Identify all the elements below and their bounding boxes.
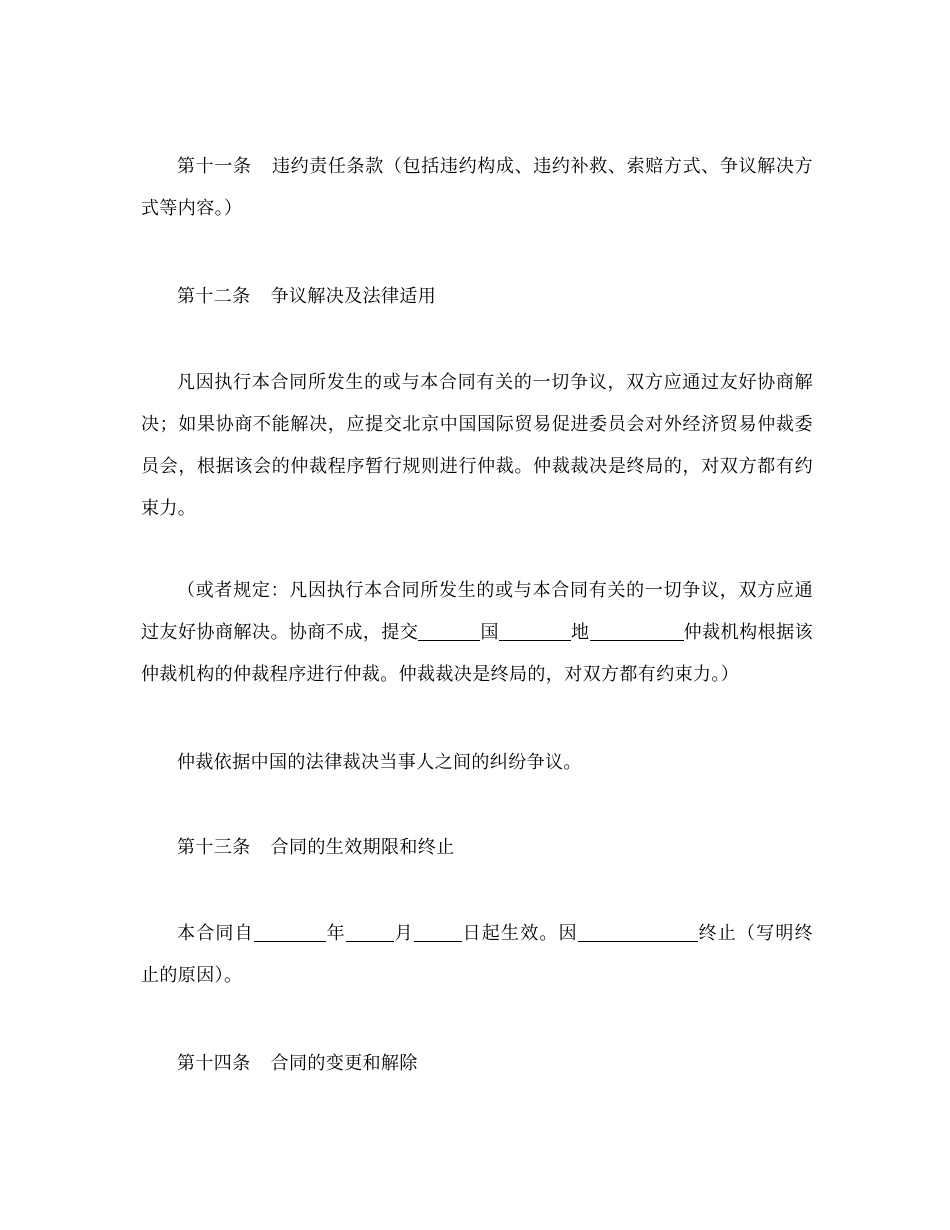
article-13-heading (141, 827, 813, 869)
article-12-heading-text: 争议解决及法律适用 (270, 286, 437, 307)
arbitration-paragraph: 凡因执行本合同所发生的或与本合同有关的一切争议，双方应通过友好协商解决；如果协商不能解决，应提交北京中国国际贸易促进委员会对外经济贸易仲裁委员会，根据该会的仲裁程序暂行规则进行仲裁。仲裁裁决是终局的，对双方都有约束力。 (141, 372, 813, 519)
article-13-title: 第十三条 (177, 837, 251, 858)
article-14-title: 第十四条 (177, 1053, 251, 1074)
governing-law-paragraph: 仲裁依据中国的法律裁决当事人之间的纠纷争议。 (177, 752, 582, 773)
day-blank (414, 923, 462, 942)
alternative-part-3: 地 (570, 622, 590, 643)
effective-date-paragraph (141, 913, 813, 997)
article-12-title: 第十二条 (177, 286, 251, 307)
arbitration-body-blank (590, 622, 684, 641)
article-11-text: 违约责任条款（包括违约构成、违约补救、索赔方式、争议解决方式等内容。） (141, 156, 813, 219)
alternative-part-1: （或者规定：凡因执行本合同所发生的或与本合同有关的一切争议，双方应通过友好协商解决。协商不成，提交 (141, 580, 813, 643)
month-blank (346, 923, 394, 942)
article-11-title: 第十一条 (177, 156, 252, 177)
article-14-heading-text: 合同的变更和解除 (270, 1053, 418, 1074)
article-13-heading-text: 合同的生效期限和终止 (270, 837, 455, 858)
article-12-heading (141, 276, 813, 318)
effective-part-5: 终止（写明终止的原因）。 (141, 923, 813, 986)
effective-part-4: 日起生效。因 (461, 923, 578, 944)
alternative-arbitration-paragraph (141, 570, 813, 696)
article-14-heading (141, 1043, 813, 1085)
effective-part-1: 本合同自 (177, 923, 254, 944)
alternative-part-2: 国 (480, 622, 499, 643)
place-blank (499, 622, 571, 641)
effective-part-2: 年 (325, 923, 346, 944)
termination-reason-blank (578, 923, 698, 942)
alternative-part-4: 仲裁机构根据该仲裁机构的仲裁程序进行仲裁。仲裁裁决是终局的，对双方都有约束力。） (141, 622, 814, 685)
effective-part-3: 月 (393, 923, 414, 944)
year-blank (254, 923, 326, 942)
country-blank (418, 622, 480, 641)
article-11 (141, 146, 813, 230)
